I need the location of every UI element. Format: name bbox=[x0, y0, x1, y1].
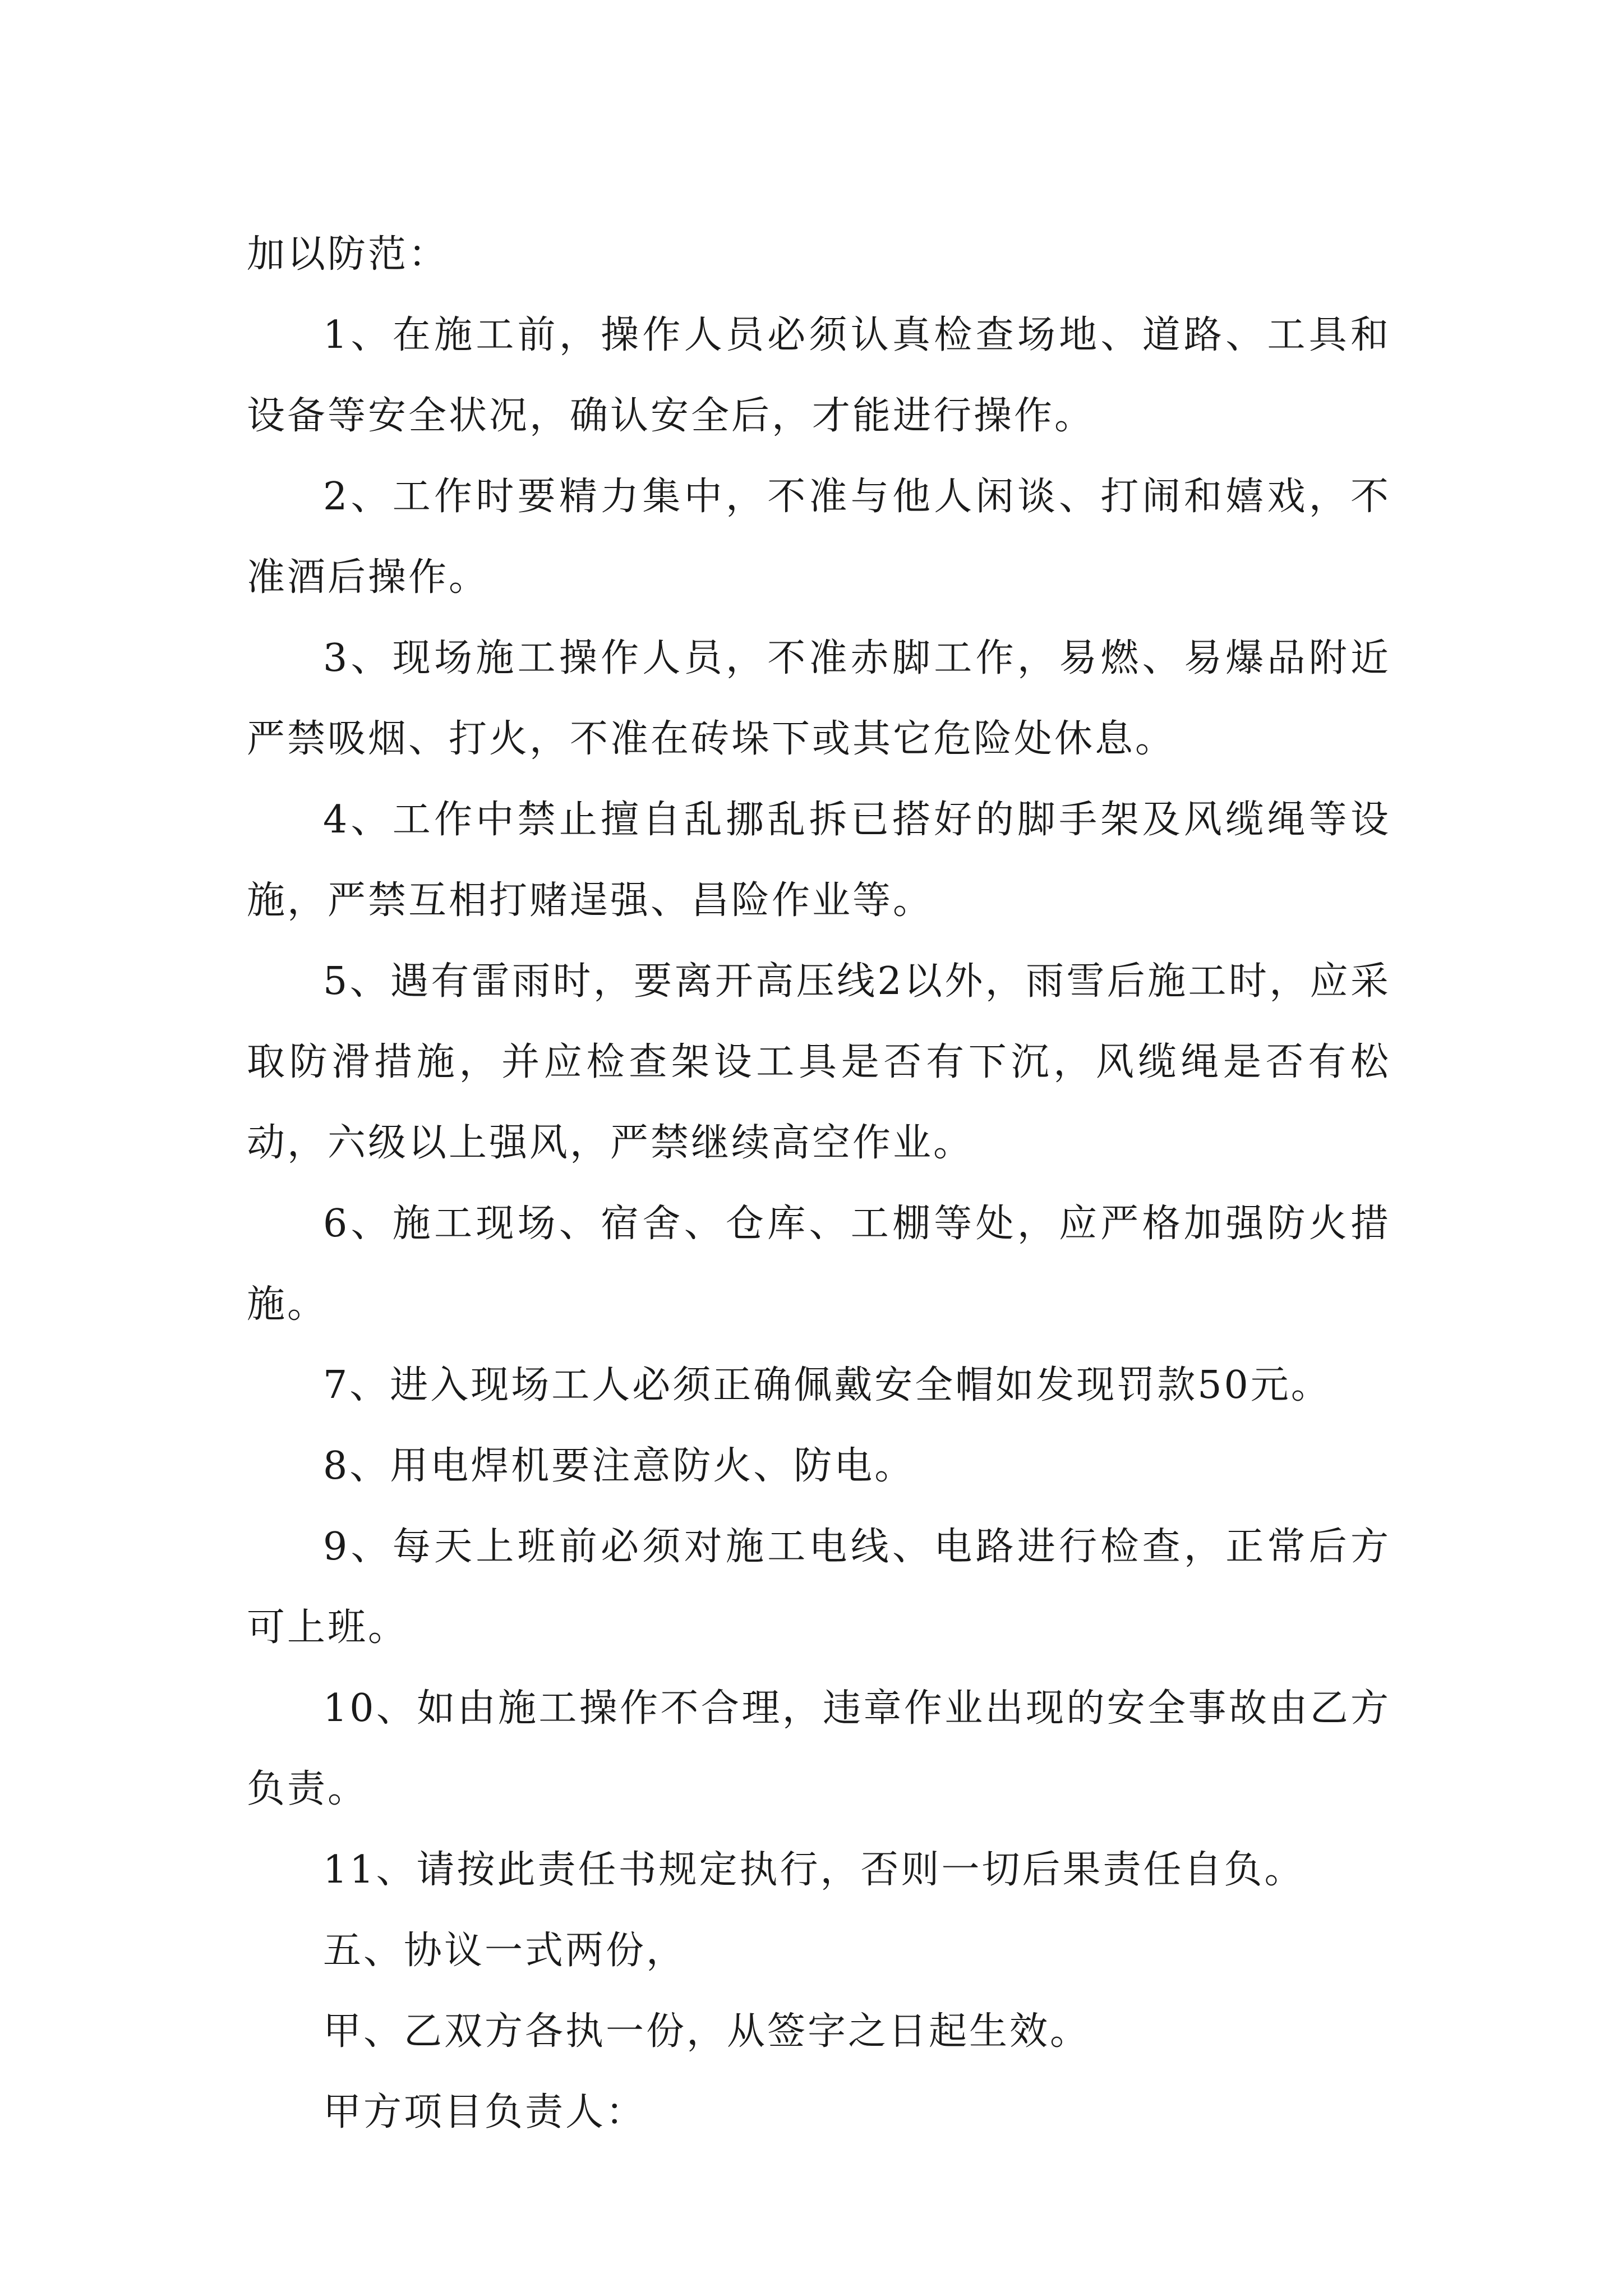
paragraph: 7、进入现场工人必须正确佩戴安全帽如发现罚款50元。 bbox=[323, 1363, 1331, 1407]
paragraph: 10、如由施工操作不合理，违章作业出现的安全事故由乙方负责。 bbox=[247, 1686, 1391, 1811]
paragraph: 5、遇有雷雨时，要离开高压线2以外，雨雪后施工时，应采取防滑措施，并应检查架设工具是否有下沉，风缆绳是否有松动，六级以上强风，严禁继续高空作业。 bbox=[247, 959, 1391, 1165]
paragraph: 8、用电焊机要注意防火、防电。 bbox=[323, 1444, 915, 1488]
paragraph: 1、在施工前，操作人员必须认真检查场地、道路、工具和设备等安全状况，确认安全后，才能进行操作。 bbox=[247, 313, 1391, 438]
paragraph: 甲方项目负责人： bbox=[323, 2090, 647, 2134]
document-body bbox=[247, 214, 1391, 2153]
paragraph: 2、工作时要精力集中，不准与他人闲谈、打闹和嬉戏，不准酒后操作。 bbox=[247, 475, 1391, 600]
paragraph: 甲、乙双方各执一份，从签字之日起生效。 bbox=[323, 2009, 1091, 2054]
paragraph: 6、施工现场、宿舍、仓库、工棚等处，应严格加强防火措施。 bbox=[247, 1202, 1391, 1327]
paragraph: 3、现场施工操作人员，不准赤脚工作，易燃、易爆品附近严禁吸烟、打火，不准在砖垛下或其它危险处休息。 bbox=[247, 636, 1391, 761]
paragraph: 9、每天上班前必须对施工电线、电路进行检查，正常后方可上班。 bbox=[247, 1525, 1391, 1650]
paragraph: 加以防范： bbox=[247, 232, 449, 277]
paragraph: 4、工作中禁止擅自乱挪乱拆已搭好的脚手架及风缆绳等设施，严禁互相打赌逞强、昌险作业等。 bbox=[247, 798, 1391, 923]
paragraph: 五、协议一式两份， bbox=[323, 1929, 687, 1973]
paragraph: 11、请按此责任书规定执行，否则一切后果责任自负。 bbox=[323, 1848, 1305, 1892]
